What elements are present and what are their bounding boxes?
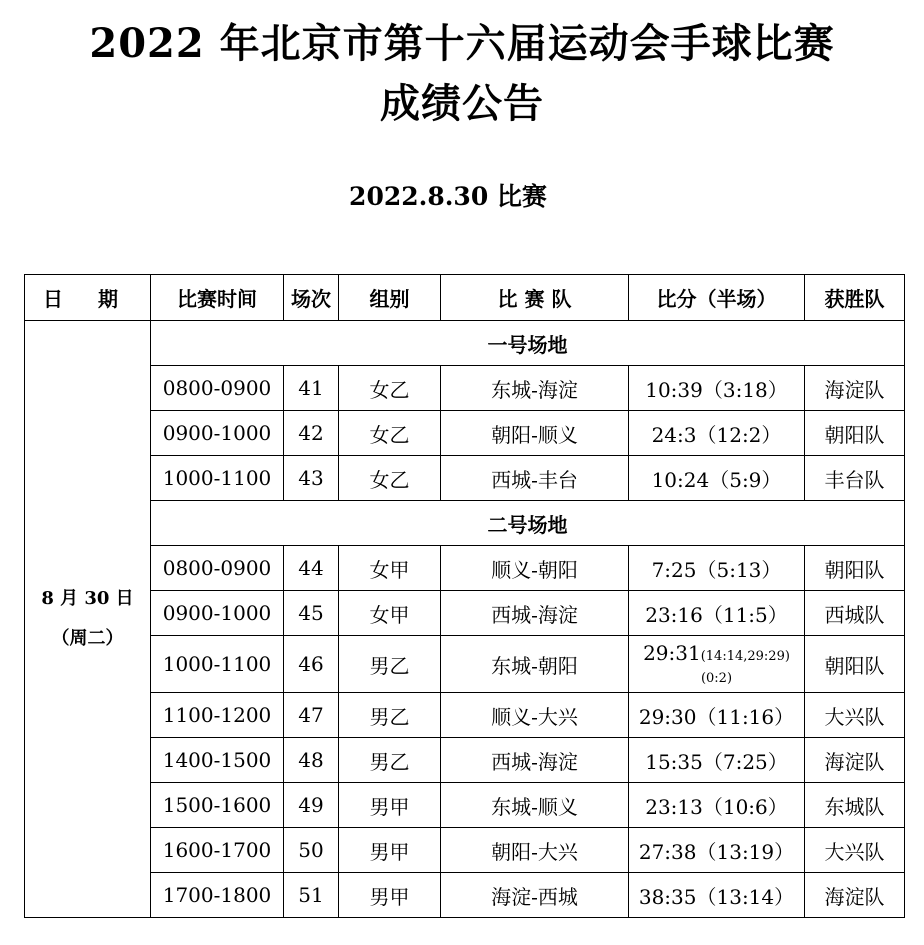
match-time: 1500-1600 bbox=[151, 783, 284, 828]
match-teams: 西城-海淀 bbox=[441, 738, 629, 783]
match-score-main: 29:31 bbox=[643, 641, 701, 665]
match-winner: 丰台队 bbox=[805, 456, 905, 501]
match-teams: 东城-朝阳 bbox=[441, 636, 629, 693]
match-number: 45 bbox=[284, 591, 339, 636]
match-teams: 朝阳-顺义 bbox=[441, 411, 629, 456]
match-time: 1400-1500 bbox=[151, 738, 284, 783]
match-score: 7:25（5:13） bbox=[629, 546, 805, 591]
match-winner: 海淀队 bbox=[805, 873, 905, 918]
date-day: 8 月 30 日 bbox=[41, 588, 134, 609]
match-winner: 海淀队 bbox=[805, 366, 905, 411]
match-score: 10:39（3:18） bbox=[629, 366, 805, 411]
table-row bbox=[25, 546, 905, 591]
match-time: 0900-1000 bbox=[151, 591, 284, 636]
match-time: 1000-1100 bbox=[151, 456, 284, 501]
match-date-subtitle: 2022.8.30 比赛 bbox=[349, 182, 547, 211]
header-score: 比分（半场） bbox=[629, 275, 805, 321]
match-score: 38:35（13:14） bbox=[629, 873, 805, 918]
match-winner: 海淀队 bbox=[805, 738, 905, 783]
table-row bbox=[25, 411, 905, 456]
header-teams: 比 赛 队 bbox=[441, 275, 629, 321]
match-winner: 东城队 bbox=[805, 783, 905, 828]
match-score-shootout: (0:2) bbox=[700, 671, 733, 686]
match-number: 51 bbox=[284, 873, 339, 918]
table-row bbox=[25, 828, 905, 873]
date-weekday: （周二） bbox=[51, 628, 124, 649]
match-number: 42 bbox=[284, 411, 339, 456]
match-number: 48 bbox=[284, 738, 339, 783]
match-winner: 大兴队 bbox=[805, 828, 905, 873]
header-time: 比赛时间 bbox=[151, 275, 284, 321]
match-score-halves: (14:14,29:29) bbox=[700, 649, 790, 664]
match-group: 男乙 bbox=[339, 636, 441, 693]
table-row bbox=[25, 456, 905, 501]
match-group: 男甲 bbox=[339, 873, 441, 918]
match-teams: 东城-海淀 bbox=[441, 366, 629, 411]
match-score: 27:38（13:19） bbox=[629, 828, 805, 873]
match-winner: 朝阳队 bbox=[805, 636, 905, 693]
match-score-line1 bbox=[629, 640, 804, 670]
match-number: 43 bbox=[284, 456, 339, 501]
match-group: 男甲 bbox=[339, 783, 441, 828]
table-row bbox=[25, 693, 905, 738]
match-teams: 西城-海淀 bbox=[441, 591, 629, 636]
match-number: 41 bbox=[284, 366, 339, 411]
match-number: 47 bbox=[284, 693, 339, 738]
match-group: 男乙 bbox=[339, 738, 441, 783]
match-number: 50 bbox=[284, 828, 339, 873]
table-row bbox=[25, 366, 905, 411]
venue-row bbox=[25, 501, 905, 546]
match-group: 女乙 bbox=[339, 366, 441, 411]
match-teams: 朝阳-大兴 bbox=[441, 828, 629, 873]
match-teams: 海淀-西城 bbox=[441, 873, 629, 918]
match-time: 1600-1700 bbox=[151, 828, 284, 873]
header-row bbox=[25, 275, 905, 321]
match-group: 男乙 bbox=[339, 693, 441, 738]
match-score: 29:30（11:16） bbox=[629, 693, 805, 738]
match-score: 24:3（12:2） bbox=[629, 411, 805, 456]
match-group: 女甲 bbox=[339, 546, 441, 591]
header-match-no: 场次 bbox=[284, 275, 339, 321]
match-teams: 顺义-大兴 bbox=[441, 693, 629, 738]
match-number: 44 bbox=[284, 546, 339, 591]
match-score: 15:35（7:25） bbox=[629, 738, 805, 783]
match-score: 10:24（5:9） bbox=[629, 456, 805, 501]
match-winner: 西城队 bbox=[805, 591, 905, 636]
match-time: 1000-1100 bbox=[151, 636, 284, 693]
document-title-line1: 2022 年北京市第十六届运动会手球比赛 bbox=[89, 20, 835, 67]
venue-name: 一号场地 bbox=[151, 321, 905, 366]
venue-name: 二号场地 bbox=[151, 501, 905, 546]
match-time: 1100-1200 bbox=[151, 693, 284, 738]
match-group: 女乙 bbox=[339, 456, 441, 501]
table-row bbox=[25, 636, 905, 693]
table-row bbox=[25, 783, 905, 828]
header-date: 日 期 bbox=[25, 275, 151, 321]
match-winner: 朝阳队 bbox=[805, 546, 905, 591]
match-time: 0800-0900 bbox=[151, 366, 284, 411]
match-group: 男甲 bbox=[339, 828, 441, 873]
table-row bbox=[25, 738, 905, 783]
match-winner: 大兴队 bbox=[805, 693, 905, 738]
match-time: 0900-1000 bbox=[151, 411, 284, 456]
match-teams: 东城-顺义 bbox=[441, 783, 629, 828]
match-score: 23:13（10:6） bbox=[629, 783, 805, 828]
venue-row bbox=[25, 321, 905, 366]
match-score: 23:16（11:5） bbox=[629, 591, 805, 636]
match-time: 0800-0900 bbox=[151, 546, 284, 591]
match-number: 49 bbox=[284, 783, 339, 828]
results-body bbox=[25, 321, 905, 918]
match-group: 女甲 bbox=[339, 591, 441, 636]
header-group: 组别 bbox=[339, 275, 441, 321]
header-winner: 获胜队 bbox=[805, 275, 905, 321]
match-teams: 顺义-朝阳 bbox=[441, 546, 629, 591]
match-group: 女乙 bbox=[339, 411, 441, 456]
date-cell bbox=[25, 321, 151, 918]
match-teams: 西城-丰台 bbox=[441, 456, 629, 501]
document-title-line2: 成绩公告 bbox=[380, 80, 544, 127]
table-row bbox=[25, 873, 905, 918]
table-row bbox=[25, 591, 905, 636]
match-score bbox=[629, 636, 805, 693]
results-table bbox=[24, 274, 905, 918]
match-winner: 朝阳队 bbox=[805, 411, 905, 456]
match-time: 1700-1800 bbox=[151, 873, 284, 918]
match-number: 46 bbox=[284, 636, 339, 693]
